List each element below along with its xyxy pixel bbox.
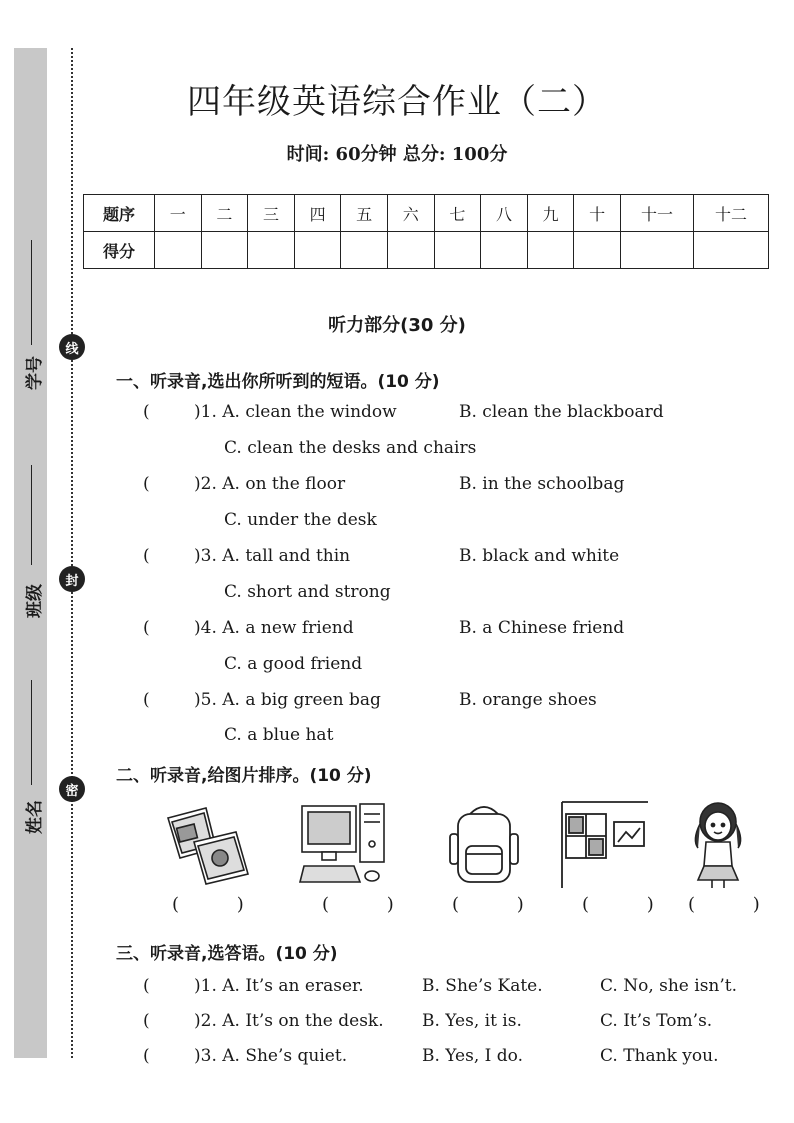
score-cell[interactable] — [481, 232, 528, 269]
score-table-score-row — [84, 232, 769, 269]
p1-q3-option-b: B. black and white — [459, 546, 620, 566]
seal-char-xian: 线 — [59, 334, 85, 360]
p1-q4-option-c: C. a good friend — [224, 654, 363, 674]
picture-5-answer-blank[interactable]: ( ) — [688, 894, 786, 915]
p3-q1-option-c: C. No, she isn’t. — [600, 976, 738, 996]
picture-4-answer-blank[interactable]: ( ) — [582, 894, 680, 915]
score-cell[interactable] — [201, 232, 248, 269]
p3-q3-option-a: )3. A. She’s quiet. — [194, 1046, 348, 1066]
computer-icon — [298, 800, 393, 890]
score-cell[interactable] — [155, 232, 202, 269]
p1-q2-option-b: B. in the schoolbag — [459, 474, 625, 494]
score-cell[interactable] — [387, 232, 434, 269]
seal-char-feng: 封 — [59, 566, 85, 592]
score-cell[interactable] — [574, 232, 621, 269]
p3-q1-option-a: )1. A. It’s an eraser. — [194, 976, 364, 996]
row-label-score: 得分 — [84, 232, 155, 269]
p1-q4-option-a: )4. A. a new friend — [194, 618, 354, 638]
score-cell[interactable] — [294, 232, 341, 269]
answer-blank[interactable]: ( — [143, 1011, 150, 1031]
class-blank[interactable] — [31, 465, 32, 565]
page-title: 四年级英语综合作业（二） — [187, 82, 607, 122]
p3-q2-option-b: B. Yes, it is. — [422, 1011, 522, 1031]
picture-1-answer-blank[interactable]: ( ) — [172, 894, 270, 915]
window-picture-icon — [558, 800, 650, 890]
part2-heading: 二、听录音,给图片排序。(10 分) — [116, 766, 372, 786]
books-icon — [158, 800, 258, 890]
part1-heading: 一、听录音,选出你所听到的短语。(10 分) — [116, 372, 440, 392]
name-label: 姓名 — [25, 800, 45, 834]
p3-q3-option-c: C. Thank you. — [600, 1046, 719, 1066]
p3-q2-option-a: )2. A. It’s on the desk. — [194, 1011, 384, 1031]
seal-char-mi: 密 — [59, 776, 85, 802]
answer-blank[interactable]: ( — [143, 976, 150, 996]
p1-q1-option-b: B. clean the blackboard — [459, 402, 664, 422]
p1-q3-option-c: C. short and strong — [224, 582, 391, 602]
answer-blank[interactable]: ( — [143, 690, 150, 710]
col-8: 八 — [481, 195, 528, 232]
picture-3-answer-blank[interactable]: ( ) — [452, 894, 550, 915]
part3-heading: 三、听录音,选答语。(10 分) — [116, 944, 338, 964]
col-9: 九 — [527, 195, 574, 232]
score-cell[interactable] — [694, 232, 769, 269]
p1-q1-option-a: )1. A. clean the window — [194, 402, 397, 422]
score-cell[interactable] — [621, 232, 694, 269]
schoolbag-icon — [444, 800, 524, 890]
score-cell[interactable] — [341, 232, 388, 269]
seal-dotted-line — [71, 48, 73, 1058]
col-2: 二 — [201, 195, 248, 232]
answer-blank[interactable]: ( — [143, 618, 150, 638]
p1-q5-option-a: )5. A. a big green bag — [194, 690, 381, 710]
p3-q1-option-b: B. She’s Kate. — [422, 976, 543, 996]
col-1: 一 — [155, 195, 202, 232]
class-label: 班级 — [25, 584, 45, 618]
score-table — [83, 194, 769, 269]
col-7: 七 — [434, 195, 481, 232]
answer-blank[interactable]: ( — [143, 1046, 150, 1066]
p1-q5-option-b: B. orange shoes — [459, 690, 597, 710]
score-table-header-row — [84, 195, 769, 232]
listening-section-title: 听力部分(30 分) — [328, 315, 466, 336]
col-3: 三 — [248, 195, 295, 232]
p3-q2-option-c: C. It’s Tom’s. — [600, 1011, 713, 1031]
p1-q3-option-a: )3. A. tall and thin — [194, 546, 351, 566]
student-id-label: 学号 — [25, 356, 45, 390]
score-cell[interactable] — [527, 232, 574, 269]
col-6: 六 — [387, 195, 434, 232]
exam-time-score: 时间: 60分钟 总分: 100分 — [286, 144, 508, 165]
score-cell[interactable] — [248, 232, 295, 269]
p1-q5-option-c: C. a blue hat — [224, 725, 334, 745]
col-12: 十二 — [694, 195, 769, 232]
p1-q2-option-a: )2. A. on the floor — [194, 474, 346, 494]
answer-blank[interactable]: ( — [143, 474, 150, 494]
answer-blank[interactable]: ( — [143, 546, 150, 566]
answer-blank[interactable]: ( — [143, 402, 150, 422]
name-blank[interactable] — [31, 680, 32, 785]
girl-icon — [688, 800, 748, 890]
p1-q4-option-b: B. a Chinese friend — [459, 618, 625, 638]
col-11: 十一 — [621, 195, 694, 232]
p3-q3-option-b: B. Yes, I do. — [422, 1046, 523, 1066]
p1-q1-option-c: C. clean the desks and chairs — [224, 438, 477, 458]
picture-2-answer-blank[interactable]: ( ) — [322, 894, 420, 915]
p1-q2-option-c: C. under the desk — [224, 510, 377, 530]
col-4: 四 — [294, 195, 341, 232]
col-5: 五 — [341, 195, 388, 232]
row-label-order: 题序 — [84, 195, 155, 232]
col-10: 十 — [574, 195, 621, 232]
score-cell[interactable] — [434, 232, 481, 269]
